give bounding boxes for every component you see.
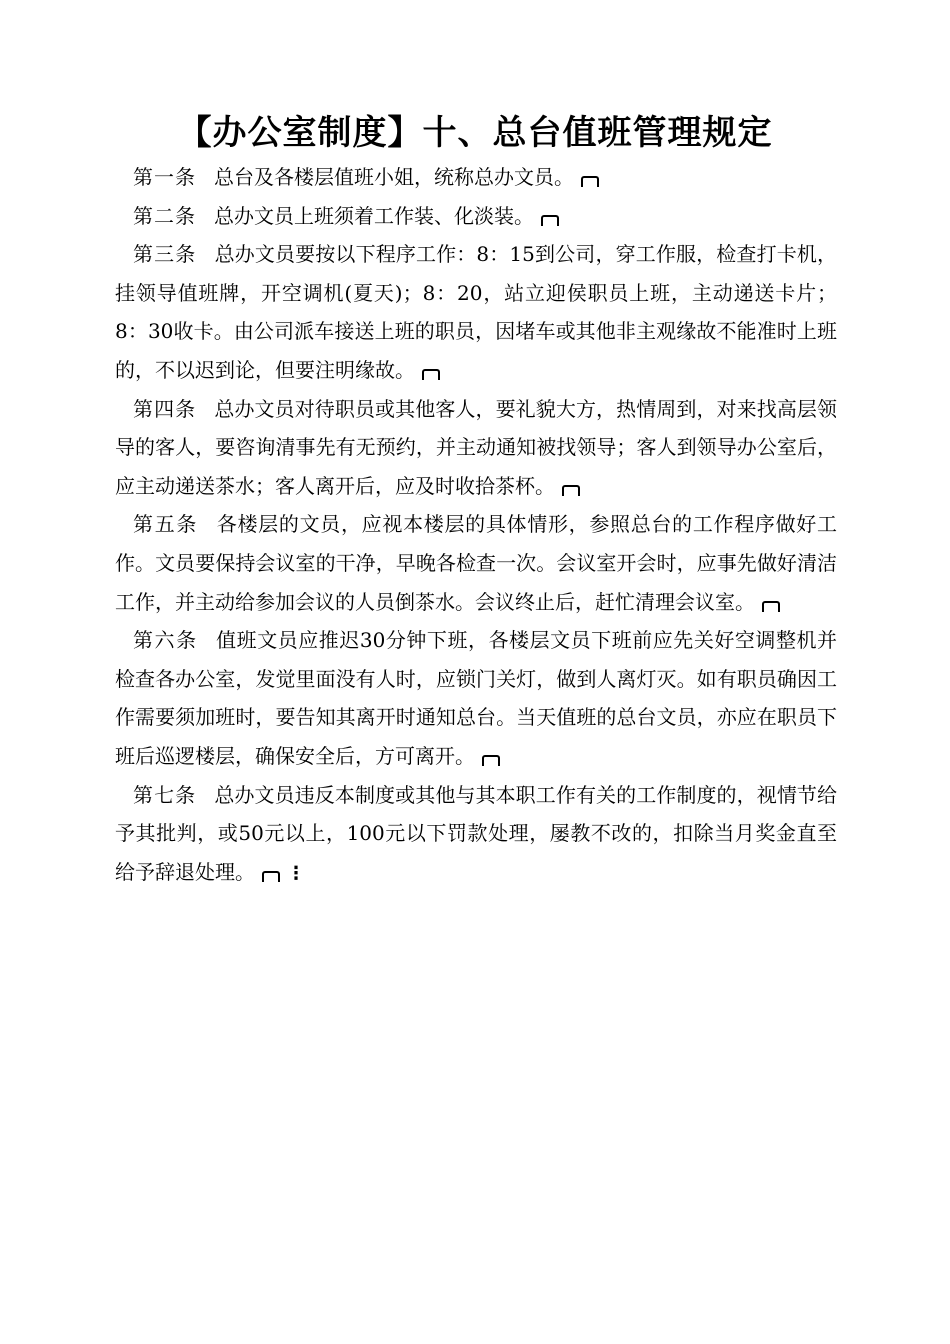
article-text: 值班文员应推迟30分钟下班，各楼层文员下班前应先关好空调整机并检查各办公室，发觉里面没有人时，应锁门关灯，做到人离灯灭。如有职员确因工作需要须加班时，要告知其离开时通知总台。当天值班的总台文员，亦应在职员下班后巡逻楼层，确保安全后，方可离开。 bbox=[115, 628, 838, 768]
article-text: 总办文员上班须着工作装、化淡装。 bbox=[214, 203, 534, 228]
article-text: 总台及各楼层值班小姐，统称总办文员。 bbox=[214, 165, 574, 189]
article-2 bbox=[115, 197, 837, 236]
article-label: 第五条 bbox=[133, 512, 199, 537]
paragraph-mark-icon bbox=[761, 599, 781, 611]
article-5 bbox=[115, 505, 837, 621]
article-label: 第七条 bbox=[133, 782, 197, 807]
vertical-ellipsis-icon: ⋮ bbox=[287, 862, 305, 884]
article-1 bbox=[115, 158, 837, 197]
article-text: 总办文员对待职员或其他客人，要礼貌大方，热情周到，对来找高层领导的客人，要咨询清事先有无预约，并主动通知被找领导；客人到领导办公室后，应主动递送茶水；客人离开后，应及时收拾茶杯。 bbox=[115, 396, 838, 498]
article-label: 第三条 bbox=[133, 242, 197, 267]
paragraph-mark-icon bbox=[481, 753, 501, 765]
paragraph-mark-icon bbox=[540, 213, 560, 225]
article-text: 总办文员要按以下程序工作：8：15到公司，穿工作服，检查打卡机，挂领导值班牌，开空调机(夏天)；8：20，站立迎侯职员上班，主动递送卡片；8：30收卡。由公司派车接送上班的职员，因堵车或其他非主观缘故不能准时上班的，不以迟到论，但要注明缘故。 bbox=[115, 242, 837, 382]
article-label: 第六条 bbox=[133, 628, 198, 653]
article-label: 第一条 bbox=[133, 165, 196, 189]
article-label: 第二条 bbox=[133, 203, 196, 228]
article-label: 第四条 bbox=[133, 396, 197, 421]
paragraph-mark-icon bbox=[580, 174, 600, 186]
article-3 bbox=[115, 235, 837, 389]
article-6 bbox=[115, 621, 837, 775]
document-body bbox=[115, 158, 837, 893]
paragraph-mark-icon bbox=[261, 869, 281, 881]
paragraph-mark-icon bbox=[421, 367, 441, 379]
article-text: 各楼层的文员，应视本楼层的具体情形，参照总台的工作程序做好工作。文员要保持会议室的干净，早晚各检查一次。会议室开会时，应事先做好清洁工作，并主动给参加会议的人员倒茶水。会议终止后，赶忙清理会议室。 bbox=[115, 512, 838, 614]
document-title: 【办公室制度】十、总台值班管理规定 bbox=[177, 113, 773, 153]
article-text: 总办文员违反本制度或其他与其本职工作有关的工作制度的，视情节给予其批判，或50元以上，100元以下罚款处理，屡教不改的，扣除当月奖金直至给予辞退处理。 bbox=[115, 782, 838, 884]
paragraph-mark-icon bbox=[561, 483, 581, 495]
article-4 bbox=[115, 390, 837, 506]
article-7 bbox=[115, 776, 837, 894]
